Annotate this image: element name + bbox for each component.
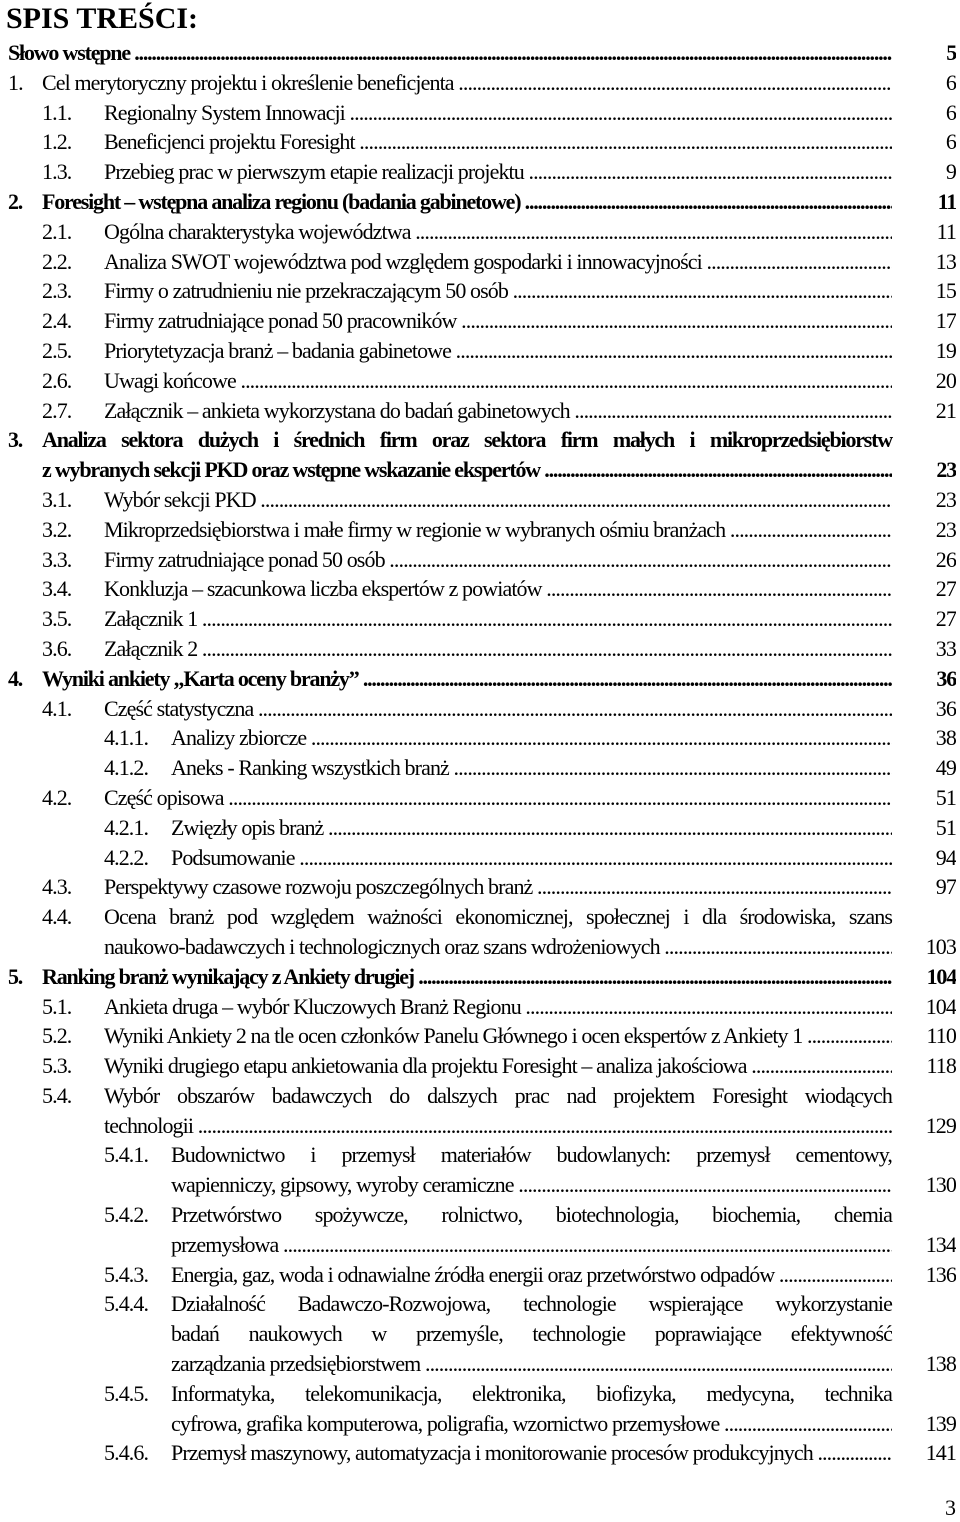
toc-entry-title: Przemysł maszynowy, automatyzacja i monitorowanie procesów produkcyjnych ..... — [171, 1438, 892, 1468]
toc-entry-title: Wybór sekcji PKD ..... — [104, 485, 892, 515]
toc-entry-line — [8, 276, 956, 306]
toc-entry-line — [8, 783, 956, 813]
toc-entry-page: 130 — [925, 1172, 956, 1198]
toc-entry[interactable] — [8, 1021, 956, 1051]
toc-entry-number: 4.1.2. — [104, 755, 149, 781]
toc-entry-line — [8, 1349, 956, 1379]
toc-entry-page: 19 — [935, 337, 956, 363]
toc-entry-page: 94 — [935, 844, 956, 870]
toc-entry[interactable] — [8, 753, 956, 783]
toc-entry-number: 3. — [8, 427, 23, 453]
toc-entry-line — [8, 425, 956, 455]
toc-entry[interactable] — [8, 962, 956, 992]
toc-entry[interactable] — [8, 1051, 956, 1081]
toc-entry-title: z wybranych sekcji PKD oraz wstępne wskazanie ekspertów ..... — [42, 455, 892, 485]
toc-entry-line — [8, 1021, 956, 1051]
toc-entry-line — [8, 1379, 956, 1409]
toc-entry-title: Firmy zatrudniające ponad 50 osób ..... — [104, 545, 892, 575]
toc-entry-title: badań naukowych w przemyśle, technologie poprawiające efektywność — [171, 1321, 892, 1347]
toc-entry-title: Zwięzły opis branż ..... — [171, 813, 892, 843]
toc-entry-line — [8, 247, 956, 277]
toc-entry-number: 5.4.6. — [104, 1440, 149, 1466]
toc-entry[interactable] — [8, 38, 956, 68]
toc-entry-number: 2.3. — [42, 278, 72, 304]
toc-entry-page: 27 — [935, 576, 956, 602]
toc-entry-page: 23 — [935, 486, 956, 512]
toc-entry[interactable] — [8, 574, 956, 604]
toc-entry-line — [8, 68, 956, 98]
toc-entry[interactable] — [8, 336, 956, 366]
toc-entry-line — [8, 992, 956, 1022]
toc-entry-title: Budownictwo i przemysł materiałów budowlanych: przemysł cementowy, — [171, 1142, 892, 1168]
table-of-contents — [0, 38, 960, 1468]
toc-entry-number: 3.4. — [42, 576, 72, 602]
toc-entry-number: 4. — [8, 665, 23, 691]
toc-entry-title: Załącznik 1 ..... — [104, 604, 892, 634]
toc-entry-line — [8, 157, 956, 187]
toc-entry-line — [8, 1111, 956, 1141]
toc-entry-line — [8, 336, 956, 366]
toc-entry-title: technologii ..... — [104, 1111, 892, 1141]
toc-entry-line — [8, 872, 956, 902]
toc-entry-title: Załącznik 2 ..... — [104, 634, 892, 664]
toc-entry-title: Informatyka, telekomunikacja, elektronika, biofizyka, medycyna, technika — [171, 1380, 892, 1406]
toc-entry-number: 3.5. — [42, 606, 72, 632]
toc-entry-title: Regionalny System Innowacji ..... — [104, 98, 892, 128]
toc-entry-page: 6 — [945, 129, 956, 155]
toc-entry-number: 5.4.1. — [104, 1142, 149, 1168]
toc-entry-page: 49 — [935, 755, 956, 781]
toc-entry-line — [8, 1081, 956, 1111]
toc-entry-line — [8, 1289, 956, 1319]
toc-entry-line — [8, 1438, 956, 1468]
toc-entry-line — [8, 366, 956, 396]
toc-entry[interactable] — [8, 515, 956, 545]
toc-entry-title: Ranking branż wynikający z Ankiety drugiej ..... — [42, 962, 892, 992]
page-number: 3 — [945, 1495, 956, 1520]
toc-entry-title: Beneficjenci projektu Foresight ..... — [104, 127, 892, 157]
toc-entry-line — [8, 187, 956, 217]
toc-entry-line — [8, 217, 956, 247]
toc-entry-number: 4.1. — [42, 695, 72, 721]
toc-entry-title: Analizy zbiorcze ..... — [171, 723, 892, 753]
toc-entry-line — [8, 1200, 956, 1230]
toc-entry-number: 1.2. — [42, 129, 72, 155]
toc-entry-number: 2.5. — [42, 337, 72, 363]
toc-entry-number: 4.2. — [42, 784, 72, 810]
toc-entry[interactable] — [8, 425, 956, 485]
toc-entry-title: Część opisowa ..... — [104, 783, 892, 813]
toc-entry-number: 5.1. — [42, 993, 72, 1019]
toc-entry[interactable] — [8, 217, 956, 247]
toc-entry-page: 118 — [926, 1053, 956, 1079]
toc-entry-line — [8, 1319, 956, 1349]
toc-entry[interactable] — [8, 1200, 956, 1260]
toc-entry-page: 139 — [925, 1410, 956, 1436]
toc-entry[interactable] — [8, 157, 956, 187]
toc-entry-page: 36 — [935, 695, 956, 721]
toc-entry-number: 4.2.2. — [104, 844, 149, 870]
toc-entry-page: 11 — [937, 188, 956, 214]
toc-entry-title: Firmy zatrudniające ponad 50 pracowników ..... — [104, 306, 892, 336]
toc-entry[interactable] — [8, 485, 956, 515]
toc-entry-page: 17 — [935, 308, 956, 334]
toc-entry-line — [8, 753, 956, 783]
toc-entry-title: Ankieta druga – wybór Kluczowych Branż Regionu ..... — [104, 992, 892, 1022]
toc-entry-line — [8, 515, 956, 545]
toc-entry[interactable] — [8, 276, 956, 306]
toc-entry[interactable] — [8, 1260, 956, 1290]
toc-entry-number: 5. — [8, 963, 23, 989]
toc-entry[interactable] — [8, 664, 956, 694]
toc-entry-page: 110 — [926, 1023, 956, 1049]
toc-entry-title: Aneks - Ranking wszystkich branż ..... — [171, 753, 892, 783]
toc-entry[interactable] — [8, 1438, 956, 1468]
toc-entry-line — [8, 98, 956, 128]
toc-entry-line — [8, 604, 956, 634]
toc-entry-number: 4.2.1. — [104, 814, 149, 840]
toc-entry[interactable] — [8, 366, 956, 396]
toc-entry-number: 4.3. — [42, 874, 72, 900]
toc-entry-number: 5.4.5. — [104, 1380, 149, 1406]
toc-entry[interactable] — [8, 247, 956, 277]
toc-entry-line — [8, 574, 956, 604]
toc-entry-page: 103 — [925, 933, 956, 959]
toc-entry-page: 23 — [936, 457, 956, 483]
toc-entry-page: 23 — [935, 516, 956, 542]
toc-entry-number: 2.4. — [42, 308, 72, 334]
toc-entry-line — [8, 843, 956, 873]
toc-entry-title: Perspektywy czasowe rozwoju poszczególnych branż ..... — [104, 872, 892, 902]
toc-entry-page: 26 — [935, 546, 956, 572]
toc-entry-page: 5 — [946, 40, 956, 65]
toc-entry-number: 2.2. — [42, 248, 72, 274]
toc-entry-page: 15 — [935, 278, 956, 304]
toc-entry-number: 4.4. — [42, 904, 72, 930]
toc-entry-number: 1.3. — [42, 159, 72, 185]
toc-entry[interactable] — [8, 843, 956, 873]
toc-entry-number: 5.4.3. — [104, 1261, 149, 1287]
toc-entry-line — [8, 902, 956, 932]
toc-entry-line — [8, 813, 956, 843]
toc-entry-title: Analiza sektora dużych i średnich firm oraz sektora firm małych i mikroprzedsiębiorstw — [42, 427, 892, 453]
toc-entry-page: 9 — [945, 159, 956, 185]
toc-entry-title: Podsumowanie ..... — [171, 843, 892, 873]
toc-entry-number: 5.4. — [42, 1082, 72, 1108]
toc-entry-line — [8, 962, 956, 992]
toc-entry-line — [8, 634, 956, 664]
toc-entry-number: 1.1. — [42, 99, 72, 125]
toc-entry-page: 21 — [935, 397, 956, 423]
toc-entry[interactable] — [8, 98, 956, 128]
toc-entry-number: 3.2. — [42, 516, 72, 542]
toc-entry[interactable] — [8, 396, 956, 426]
toc-entry-title: Przetwórstwo spożywcze, rolnictwo, biotechnologia, biochemia, chemia — [171, 1202, 892, 1228]
toc-entry-title: Załącznik – ankieta wykorzystana do badań gabinetowych ..... — [104, 396, 892, 426]
toc-entry-line — [8, 1170, 956, 1200]
toc-entry[interactable] — [8, 723, 956, 753]
toc-entry-title: cyfrowa, grafika komputerowa, poligrafia, wzornictwo przemysłowe ..... — [171, 1409, 892, 1439]
toc-entry[interactable] — [8, 872, 956, 902]
toc-entry-line — [8, 127, 956, 157]
toc-entry-title: Analiza SWOT województwa pod względem gospodarki i innowacyjności ..... — [104, 247, 892, 277]
toc-entry[interactable] — [8, 545, 956, 575]
toc-entry-number: 2. — [8, 188, 23, 214]
toc-entry-page: 129 — [925, 1112, 956, 1138]
toc-entry-title: Foresight – wstępna analiza regionu (badania gabinetowe) ..... — [42, 187, 892, 217]
toc-entry-title: Ogólna charakterystyka województwa ..... — [104, 217, 892, 247]
toc-entry-title: Słowo wstępne ..... — [8, 38, 892, 68]
toc-entry-page: 104 — [926, 963, 956, 989]
toc-entry[interactable] — [8, 604, 956, 634]
toc-entry-number: 5.3. — [42, 1053, 72, 1079]
toc-entry[interactable] — [8, 902, 956, 962]
toc-entry-page: 27 — [935, 606, 956, 632]
toc-entry-number: 5.2. — [42, 1023, 72, 1049]
toc-entry-page: 51 — [935, 814, 956, 840]
toc-entry-page: 6 — [945, 99, 956, 125]
toc-entry-number: 2.7. — [42, 397, 72, 423]
toc-entry-line — [8, 455, 956, 485]
toc-entry-title: Przebieg prac w pierwszym etapie realizacji projektu ..... — [104, 157, 892, 187]
toc-entry-title: Wyniki drugiego etapu ankietowania dla projektu Foresight – analiza jakościowa ..... — [104, 1051, 892, 1081]
toc-entry[interactable] — [8, 992, 956, 1022]
toc-entry-page: 6 — [945, 69, 956, 95]
toc-entry-page: 13 — [935, 248, 956, 274]
toc-entry-title: Cel merytoryczny projektu i określenie beneficjenta ..... — [42, 68, 892, 98]
toc-entry[interactable] — [8, 127, 956, 157]
toc-entry-page: 97 — [935, 874, 956, 900]
toc-entry-line — [8, 38, 956, 68]
toc-entry-page: 104 — [925, 993, 956, 1019]
toc-title: SPIS TREŚCI: — [6, 2, 199, 35]
toc-entry-line — [8, 485, 956, 515]
toc-entry[interactable] — [8, 1140, 956, 1200]
toc-entry-title: Wyniki Ankiety 2 na tle ocen członków Panelu Głównego i ocen ekspertów z Ankiety 1 ..... — [104, 1021, 892, 1051]
toc-entry-title: przemysłowa ..... — [171, 1230, 892, 1260]
toc-entry[interactable] — [8, 1081, 956, 1141]
toc-entry[interactable] — [8, 68, 956, 98]
toc-entry-title: Mikroprzedsiębiorstwa i małe firmy w regionie w wybranych ośmiu branżach ..... — [104, 515, 892, 545]
toc-entry-number: 3.6. — [42, 635, 72, 661]
toc-entry[interactable] — [8, 187, 956, 217]
toc-entry-title: Firmy o zatrudnieniu nie przekraczającym 50 osób ..... — [104, 276, 892, 306]
toc-entry-title: Energia, gaz, woda i odnawialne źródła energii oraz przetwórstwo odpadów ..... — [171, 1260, 892, 1290]
toc-entry-line — [8, 723, 956, 753]
toc-entry[interactable] — [8, 1379, 956, 1439]
toc-entry-page: 141 — [925, 1440, 956, 1466]
toc-entry-page: 136 — [925, 1261, 956, 1287]
toc-entry-page: 138 — [925, 1351, 956, 1377]
toc-entry-title: Wybór obszarów badawczych do dalszych prac nad projektem Foresight wiodących — [104, 1082, 892, 1108]
toc-entry-line — [8, 1409, 956, 1439]
toc-entry-line — [8, 396, 956, 426]
toc-entry-title: Działalność Badawczo-Rozwojowa, technologie wspierające wykorzystanie — [171, 1291, 892, 1317]
toc-entry-page: 134 — [925, 1231, 956, 1257]
toc-entry-line — [8, 306, 956, 336]
toc-entry-title: Wyniki ankiety „Karta oceny branży” ..... — [42, 664, 892, 694]
toc-entry-page: 20 — [935, 367, 956, 393]
toc-entry-line — [8, 1230, 956, 1260]
toc-entry[interactable] — [8, 1289, 956, 1378]
toc-entry-line — [8, 1140, 956, 1170]
toc-entry-line — [8, 932, 956, 962]
toc-entry-line — [8, 664, 956, 694]
toc-entry-page: 11 — [936, 218, 956, 244]
toc-entry-number: 2.6. — [42, 367, 72, 393]
toc-entry-line — [8, 545, 956, 575]
toc-entry-title: Konkluzja – szacunkowa liczba ekspertów z powiatów ..... — [104, 574, 892, 604]
toc-entry-title: Część statystyczna ..... — [104, 694, 892, 724]
toc-entry-page: 33 — [935, 635, 956, 661]
toc-entry[interactable] — [8, 813, 956, 843]
toc-entry-title: Uwagi końcowe ..... — [104, 366, 892, 396]
toc-entry-number: 5.4.4. — [104, 1291, 149, 1317]
toc-entry-line — [8, 694, 956, 724]
toc-entry-number: 3.1. — [42, 486, 72, 512]
toc-entry-page: 51 — [935, 784, 956, 810]
toc-entry[interactable] — [8, 694, 956, 724]
toc-entry-number: 5.4.2. — [104, 1202, 149, 1228]
toc-entry-number: 2.1. — [42, 218, 72, 244]
toc-entry-title: Ocena branż pod względem ważności ekonomicznej, społecznej i dla środowiska, szans — [104, 904, 892, 930]
toc-entry-title: wapienniczy, gipsowy, wyroby ceramiczne ..... — [171, 1170, 892, 1200]
toc-entry-title: naukowo-badawczych i technologicznych oraz szans wdrożeniowych ..... — [104, 932, 892, 962]
toc-entry[interactable] — [8, 634, 956, 664]
toc-entry[interactable] — [8, 783, 956, 813]
toc-entry-page: 38 — [935, 725, 956, 751]
toc-entry-number: 4.1.1. — [104, 725, 149, 751]
toc-entry-page: 36 — [936, 665, 956, 691]
toc-entry-number: 3.3. — [42, 546, 72, 572]
toc-entry-title: zarządzania przedsiębiorstwem ..... — [171, 1349, 892, 1379]
toc-entry-line — [8, 1051, 956, 1081]
toc-entry-number: 1. — [8, 69, 23, 95]
toc-entry[interactable] — [8, 306, 956, 336]
toc-entry-line — [8, 1260, 956, 1290]
toc-entry-title: Priorytetyzacja branż – badania gabinetowe ..... — [104, 336, 892, 366]
